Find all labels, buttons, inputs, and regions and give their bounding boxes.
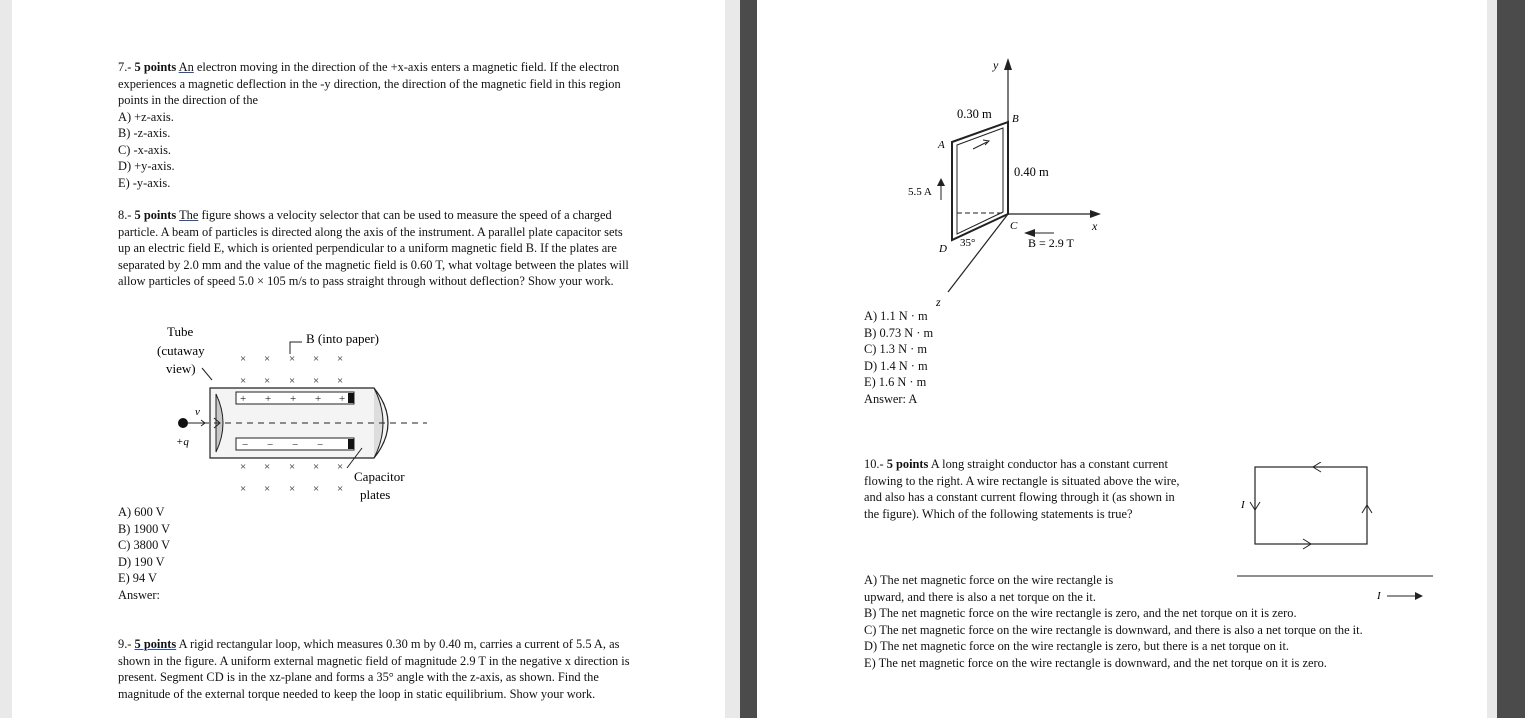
svg-text:×: × — [289, 461, 296, 473]
current-arrowhead — [937, 178, 945, 186]
bottom-plate-terminal — [348, 439, 354, 449]
question-10-option-b: B) The net magnetic force on the wire rectangle is zero, and the net torque on it is zero. — [864, 606, 1297, 620]
question-9-answer: Answer: A — [864, 391, 918, 406]
svg-text:+: + — [240, 393, 247, 405]
question-9-options — [864, 308, 1064, 407]
svg-text:×: × — [313, 375, 320, 387]
figure-label-capacitor: Capacitor — [354, 469, 405, 484]
question-8-points: 5 points — [134, 208, 177, 222]
question-8 — [118, 207, 638, 290]
figure-label-plates: plates — [360, 487, 391, 502]
svg-text:+: + — [339, 393, 346, 405]
svg-text:×: × — [289, 483, 296, 495]
svg-text:−: − — [292, 439, 299, 451]
question-9-points: 5 points — [134, 637, 177, 651]
figure-label-cutaway: (cutaway — [157, 343, 205, 358]
question-10-option-a-block — [864, 572, 1154, 605]
document-page-right — [757, 0, 1487, 718]
figure-label-field: B = 2.9 T — [1028, 236, 1074, 250]
wire-rectangle-figure — [1237, 462, 1437, 607]
svg-text:×: × — [313, 483, 320, 495]
svg-text:×: × — [264, 353, 271, 365]
question-7-points: 5 points — [134, 60, 177, 74]
question-9-option-b: B) 0.73 N · m — [864, 325, 934, 340]
page-gap-left — [0, 0, 12, 718]
wire-current-arrowhead — [1415, 592, 1423, 600]
question-7-option-e: E) -y-axis. — [118, 175, 171, 190]
question-8-option-c: C) 3800 V — [118, 538, 171, 552]
figure-label-z: z — [936, 295, 941, 309]
figure-label-height: 0.40 m — [1014, 165, 1049, 179]
svg-text:+: + — [265, 393, 272, 405]
question-10-points: 5 points — [886, 457, 929, 471]
top-plate-terminal — [348, 393, 354, 403]
question-8-options — [118, 504, 318, 603]
question-10-option-e: E) The net magnetic force on the wire rectangle is downward, and the net torque on it is zero. — [864, 655, 1327, 670]
figure-label-angle: 35° — [960, 237, 976, 249]
figure-label-loop-current: I — [1241, 499, 1245, 511]
question-10-option-c: C) The net magnetic force on the wire rectangle is downward, and there is also a net torque on the it. — [864, 622, 1363, 637]
svg-text:×: × — [240, 461, 247, 473]
question-8-option-b: B) 1900 V — [118, 521, 171, 536]
svg-text:×: × — [337, 461, 344, 473]
charged-particle — [178, 418, 188, 428]
figure-label-v: v — [195, 406, 200, 418]
svg-text:×: × — [264, 461, 271, 473]
svg-text:×: × — [240, 483, 247, 495]
figure-label-b-field: B (into paper) — [306, 331, 379, 346]
svg-text:−: − — [317, 439, 324, 451]
velocity-selector-figure — [152, 318, 432, 508]
svg-text:×: × — [264, 375, 271, 387]
tube-pointer-line — [202, 368, 212, 380]
loop-outer-edge — [952, 122, 1008, 240]
question-8-answer: Answer: — [118, 587, 160, 602]
y-axis-arrowhead — [1004, 58, 1012, 70]
page-gap-middle — [725, 0, 740, 718]
question-7-option-a: A) +z-axis. — [118, 109, 174, 124]
question-7 — [118, 59, 638, 191]
corner-label-b: B — [1012, 113, 1019, 125]
rectangular-loop-figure — [902, 52, 1122, 312]
svg-text:×: × — [337, 353, 344, 365]
svg-text:×: × — [313, 461, 320, 473]
svg-text:×: × — [313, 353, 320, 365]
figure-label-tube: Tube — [167, 324, 194, 339]
question-8-stem: 8.- 5 points The figure shows a velocity selector that can be used to measure the speed of a charged particle. A beam of particles is directed along the axis of the instrument. A parallel plate capacitor sets up an electric field E, which is oriented perpendicular to a uniform magnetic field B. If the plates are separated by 2.0 mm and the value of the magnetic field is 0.60 T, what voltage between the plates will allow particles of speed 5.0 × 105 m/s to pass straight through without deflection? Show your work. — [118, 208, 629, 288]
question-7-stem: 7.- 5 points An electron moving in the direction of the +x-axis enters a magnetic field. If the electron experiences a magnetic deflection in the -y direction, the direction of the magnetic field in this region points in the direction of the — [118, 60, 621, 107]
question-9-option-d: D) 1.4 N · m — [864, 358, 928, 373]
corner-label-c: C — [1010, 220, 1018, 232]
svg-text:×: × — [264, 483, 271, 495]
question-10-option-a: A) The net magnetic force on the wire rectangle is upward, and there is also a net torque on the it. — [864, 573, 1114, 604]
question-7-option-c: C) -x-axis. — [118, 142, 171, 157]
figure-label-view: view) — [166, 361, 196, 376]
x-axis-arrowhead — [1090, 210, 1101, 218]
question-10 — [864, 456, 1182, 522]
svg-text:×: × — [337, 375, 344, 387]
question-9-stem: 9.- 5 points A rigid rectangular loop, which measures 0.30 m by 0.40 m, carries a current of 5.5 A, as shown in the figure. A uniform external magnetic field of magnitude 2.9 T in the negative x direction is present. Segment CD is in the xz-plane and forms a 35° angle with the z-axis, as shown. Find the magnitude of the external torque needed to keep the loop in static equilibrium. Show your work. — [118, 637, 630, 701]
figure-label-x: x — [1092, 219, 1098, 233]
svg-text:×: × — [289, 353, 296, 365]
document-page-left — [12, 0, 725, 718]
question-8-option-a: A) 600 V — [118, 505, 165, 519]
figure-label-q: +q — [176, 436, 189, 448]
figure-label-y: y — [993, 58, 999, 72]
question-8-option-d: D) 190 V — [118, 554, 165, 569]
corner-label-d: D — [939, 243, 947, 255]
question-9-option-e: E) 1.6 N · m — [864, 375, 927, 389]
page-gap-right — [1487, 0, 1497, 718]
svg-text:×: × — [289, 375, 296, 387]
question-8-option-e: E) 94 V — [118, 571, 158, 585]
question-10-options-rest — [864, 605, 1374, 671]
figure-label-current: 5.5 A — [908, 186, 932, 198]
question-10-option-d: D) The net magnetic force on the wire rectangle is zero, but there is a net torque on it. — [864, 639, 1290, 653]
question-9 — [118, 636, 643, 702]
svg-text:×: × — [240, 353, 247, 365]
svg-text:+: + — [315, 393, 322, 405]
question-9-option-a: A) 1.1 N · m — [864, 309, 928, 323]
question-7-option-d: D) +y-axis. — [118, 159, 175, 173]
svg-text:×: × — [337, 483, 344, 495]
figure-label-wire-current: I — [1377, 590, 1381, 602]
corner-label-a: A — [938, 139, 945, 151]
svg-text:−: − — [242, 439, 249, 451]
svg-text:+: + — [290, 393, 297, 405]
question-7-option-b: B) -z-axis. — [118, 126, 171, 140]
question-9-option-c: C) 1.3 N · m — [864, 342, 927, 356]
current-loop-rectangle — [1255, 467, 1367, 544]
question-10-stem: 10.- 5 points A long straight conductor has a constant current flowing to the right. A wire rectangle is situated above the wire, and also has a constant current flowing through it (as shown in the figure). Which of the following statements is true? — [864, 457, 1180, 521]
figure-label-width: 0.30 m — [957, 107, 992, 121]
svg-text:−: − — [267, 439, 274, 451]
svg-text:×: × — [240, 375, 247, 387]
